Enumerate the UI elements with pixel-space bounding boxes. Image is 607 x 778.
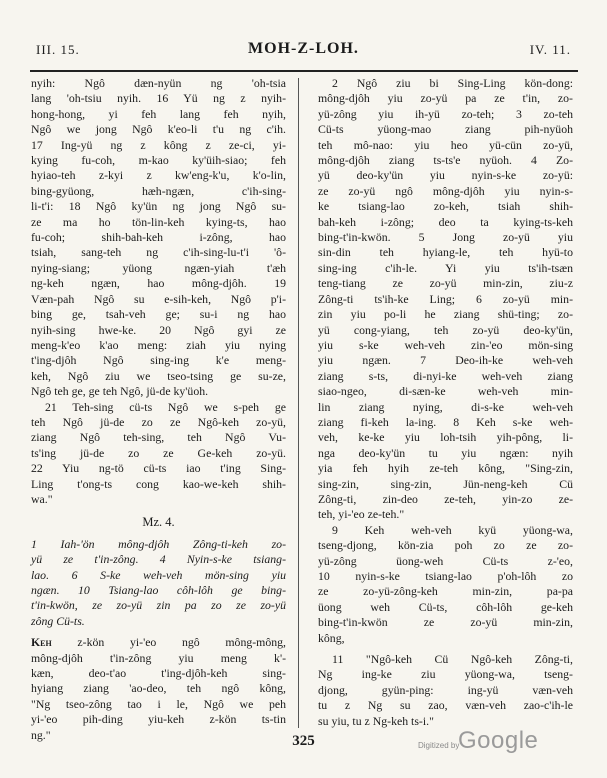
header-chapter-right: IV. 11.: [529, 42, 571, 57]
text-line: 10 nyin-s-ke tsiang-lao p'oh-lôh zo: [318, 569, 573, 583]
text-line: yiu ngæn. 7 Deo-ih-ke weh-veh: [318, 353, 573, 368]
text-line: t'ing-djôh Ngô sing-ing k'e meng-: [31, 353, 286, 368]
text-line: kæn, deo-t'ao t'ing-djôh-keh sing-: [31, 666, 286, 681]
left-paragraph-3: [31, 635, 286, 743]
text-line: Væn-pah Ngô su e-sih-keh, Ngô p'i-: [31, 291, 286, 306]
text-line: ziang Ngô teh-sing, teh Ngô Vu-: [31, 430, 286, 445]
text-line: 11 "Ngô-keh Cü Ngô-keh Zông-ti,: [332, 652, 573, 667]
text-line: üong weh Cü-ts, côh-lôh ge-keh: [318, 599, 573, 614]
right-paragraph-1: [318, 76, 573, 523]
text-line: ze zo-yü-zông-keh min-zin, pa-pa: [318, 584, 573, 599]
text-line: ziang s-ts, di-nyi-ke weh-veh ziang: [318, 368, 573, 383]
text-line: kying fu-coh, m-kao ky'üih-siao; feh: [31, 153, 286, 168]
text-line: ze zo-yü ngô mông-djôh yiu nyin-s-: [318, 183, 573, 198]
left-paragraph-2: [31, 400, 286, 508]
text-line: ziang fi-keh la-ing. 8 Keh s-ke weh-: [318, 414, 573, 429]
text-line: zông Cü-ts.: [31, 613, 85, 628]
text-line: wa.": [31, 491, 53, 506]
text-line: nying-siang; yüong ngæn-yiah t'æh: [31, 260, 286, 275]
text-line: kông,: [318, 630, 345, 645]
text-line: ng.": [31, 727, 51, 742]
text-line: bing-t'in-kwön. 5 Jong zo-yü yiu: [318, 230, 573, 245]
text-line: Cü-ts yüong-mao ziang pih-nyüoh: [318, 122, 573, 137]
header-book-title: MOH-Z-LOH.: [248, 40, 359, 57]
text-line: nyih-sing hwe-ke. 20 Ngô gyi ze: [31, 322, 286, 337]
text-line: lao. 6 S-ke weh-veh mön-sing yiu: [31, 567, 286, 582]
text-line: ts'ing jü-de zo ze Ge-keh zo-yü.: [31, 445, 286, 460]
text-line: teh mô-nao: yiu heo yü-cün zo-yü,: [318, 137, 573, 152]
text-line: ng-keh ngæn, hao mông-djôh. 19: [31, 276, 286, 291]
text-line: "Ng tseo-zông tao i le, Ngô we peh: [31, 696, 286, 711]
text-line: su yiu, tu z Ng-keh ts-i.": [318, 713, 434, 728]
text-line: bing-gyüong, hæh-ngæn, c'ih-sing-: [31, 183, 286, 198]
text-line: sing-zin, sing-zin, Jün-neng-keh Cü: [318, 476, 573, 491]
text-line: t'in-kwön, ze zo-yü zin pa zo ze zo-yü: [31, 598, 286, 613]
text-line: 2 Ngô ziu bi Sing-Ling kön-dong:: [332, 76, 573, 90]
text-line: sin-din teh hyiang-le, teh hyü-to: [318, 245, 573, 260]
right-column: [318, 76, 573, 729]
text-line: lang 'oh-tsiu nyih. 16 Yü ng z nyih-: [31, 91, 286, 106]
text-line: yia feh hyih ze-teh kông, "Sing-zin,: [318, 461, 573, 476]
watermark-prefix: Digitized by: [418, 741, 460, 750]
text-line: mông-djôh yiu zo-yü pa ze t'in, zo-: [318, 91, 573, 106]
text-line: 22 Yiu ng-tö cü-ts iao t'ing Sing-: [31, 461, 286, 476]
text-line: yü deo-ky'ün yiu nyin-s-ke zo-yü:: [318, 168, 573, 183]
text-line: veh, ke-ke yiu loh-tsih yih-pông, li-: [318, 430, 573, 445]
text-line: bah-keh i-zông; deo ta kying-ts-keh: [318, 214, 573, 229]
text-line: mông-djôh t'in-zông yiu meng k'-: [31, 650, 286, 665]
text-line: Ngô we jong Ngô k'eo-li t'u ng c'ih.: [31, 122, 286, 137]
text-line: 17 Ing-yü ng z kông z ze-ci, yi-: [31, 137, 286, 152]
right-paragraph-3: [318, 652, 573, 729]
text-line: li-t'i: 18 Ngô ky'ün ng jong Ngô su-: [31, 199, 286, 214]
text-line: Zông-ti, zin-deo ze-teh, yin-zo ze-: [318, 491, 573, 506]
text-line: yü cong-yiang, teh zo-yü deo-ky'ün,: [318, 322, 573, 337]
header-rule: [30, 70, 578, 72]
text-line: ke tsiang-lao zo-keh, tsiah shih-: [318, 199, 573, 214]
text-line-rest: z-kön yi-'eo ngô mông-mông,: [51, 635, 286, 650]
column-divider: [298, 78, 299, 728]
text-line: [31, 635, 286, 650]
text-line: hyiang ziang 'ao-deo, teh ngô kông,: [31, 681, 286, 696]
left-column: [31, 76, 286, 743]
chapter-heading: Mz. 4.: [142, 515, 175, 530]
page-number: 325: [292, 733, 315, 749]
watermark-brand: Google: [458, 727, 539, 754]
right-paragraph-2: [318, 523, 573, 646]
text-line: Zông-ti ts'ih-ke Ling; 6 zo-yü min-: [318, 291, 573, 306]
text-line: nyih: Ngô dæn-nyün ng 'oh-tsia: [31, 76, 286, 90]
text-line: Ng ing-ke ziu yüong-wa, tseng-: [318, 667, 573, 682]
text-line: keh, Ngô ziu we tseo-tsing ge su-ze,: [31, 368, 286, 383]
running-header: [0, 40, 607, 64]
text-line: nga deo-ky'ün tu yiu ngæn: nyih: [318, 445, 573, 460]
text-line: hyiao-teh z-kyi z kw'eng-k'u, k'o-lin,: [31, 168, 286, 183]
text-line: djong, gyün-ping: ing-yü væn-veh: [318, 682, 573, 697]
text-line: tu z Ng su zao, væn-veh zao-c'ih-le: [318, 698, 573, 713]
text-line: teng-tiang ze zo-yü min-zin, ziu-z: [318, 276, 573, 291]
text-line: hong-hong, yi feh lang feh nyih,: [31, 106, 286, 121]
text-line: yü ze t'in-zông. 4 Nyin-s-ke tsiang-: [31, 552, 286, 567]
chapter-summary: [31, 537, 286, 629]
text-line: mông-djôh ziang ts-ts'e nyüoh. 4 Zo-: [318, 153, 573, 168]
text-line: bing-t'in-kwön ze zo-yü min-zin,: [318, 615, 573, 630]
text-line: yü-zông yiu ih-yü zo-teh; 3 zo-teh: [318, 106, 573, 121]
text-line: yiu s-ke weh-veh zin-'eo mön-sing: [318, 337, 573, 352]
text-line: teh, yi-'eo ze-teh.": [318, 507, 405, 522]
text-line: siao-ngeo, di-sæn-ke weh-veh min-: [318, 384, 573, 399]
left-paragraph-1: [31, 76, 286, 400]
text-line: teh Ngô jü-de zo ze Ngô-keh zo-yü,: [31, 414, 286, 429]
text-line: fu-coh; shih-bah-keh i-zông, hao: [31, 230, 286, 245]
text-line: Ling t'ong-ts cong kao-we-keh shih-: [31, 476, 286, 491]
text-line: tsiah, sang-teh ng c'ih-sing-lu-t'i 'ô-: [31, 245, 286, 260]
google-watermark: [418, 727, 588, 757]
text-line: yü-zông üong-weh Cü-ts z-'eo,: [318, 553, 573, 568]
text-line: meng-k'eo k'ao meng: ziah yiu nying: [31, 337, 286, 352]
header-chapter-left: III. 15.: [36, 42, 80, 57]
text-line: 21 Teh-sing cü-ts Ngô we s-peh ge: [45, 399, 286, 414]
text-line: tseng-djong, kön-zia poh zo ze zo-: [318, 538, 573, 553]
text-line: zin yiu po-li he ziang shü-ting; zo-: [318, 307, 573, 322]
text-line: 9 Keh weh-veh kyü yüong-wa,: [332, 522, 573, 537]
text-line: lin ziang nying, di-s-ke weh-veh: [318, 399, 573, 414]
text-line: sing-ing c'ih-le. Yi yiu ts'ih-tsæn: [318, 260, 573, 275]
text-line: ze ma ho tön-lin-keh kying-ts, hao: [31, 214, 286, 229]
text-line: 1 Iah-'ön mông-djôh Zông-ti-keh zo-: [31, 536, 286, 551]
text-line: bing ge, tsah-veh ge; su-i ng hao: [31, 307, 286, 322]
text-line: ngæn. 10 Tsiang-lao côh-lôh ge bing-: [31, 583, 286, 597]
dropcap-word: Keh: [31, 635, 52, 650]
text-line: yi-'eo pih-ding yiu-keh z-kön ts-tin: [31, 712, 286, 727]
text-line: Ngô teh ge, ge teh Ngô, jü-de ky'üoh.: [31, 384, 209, 399]
